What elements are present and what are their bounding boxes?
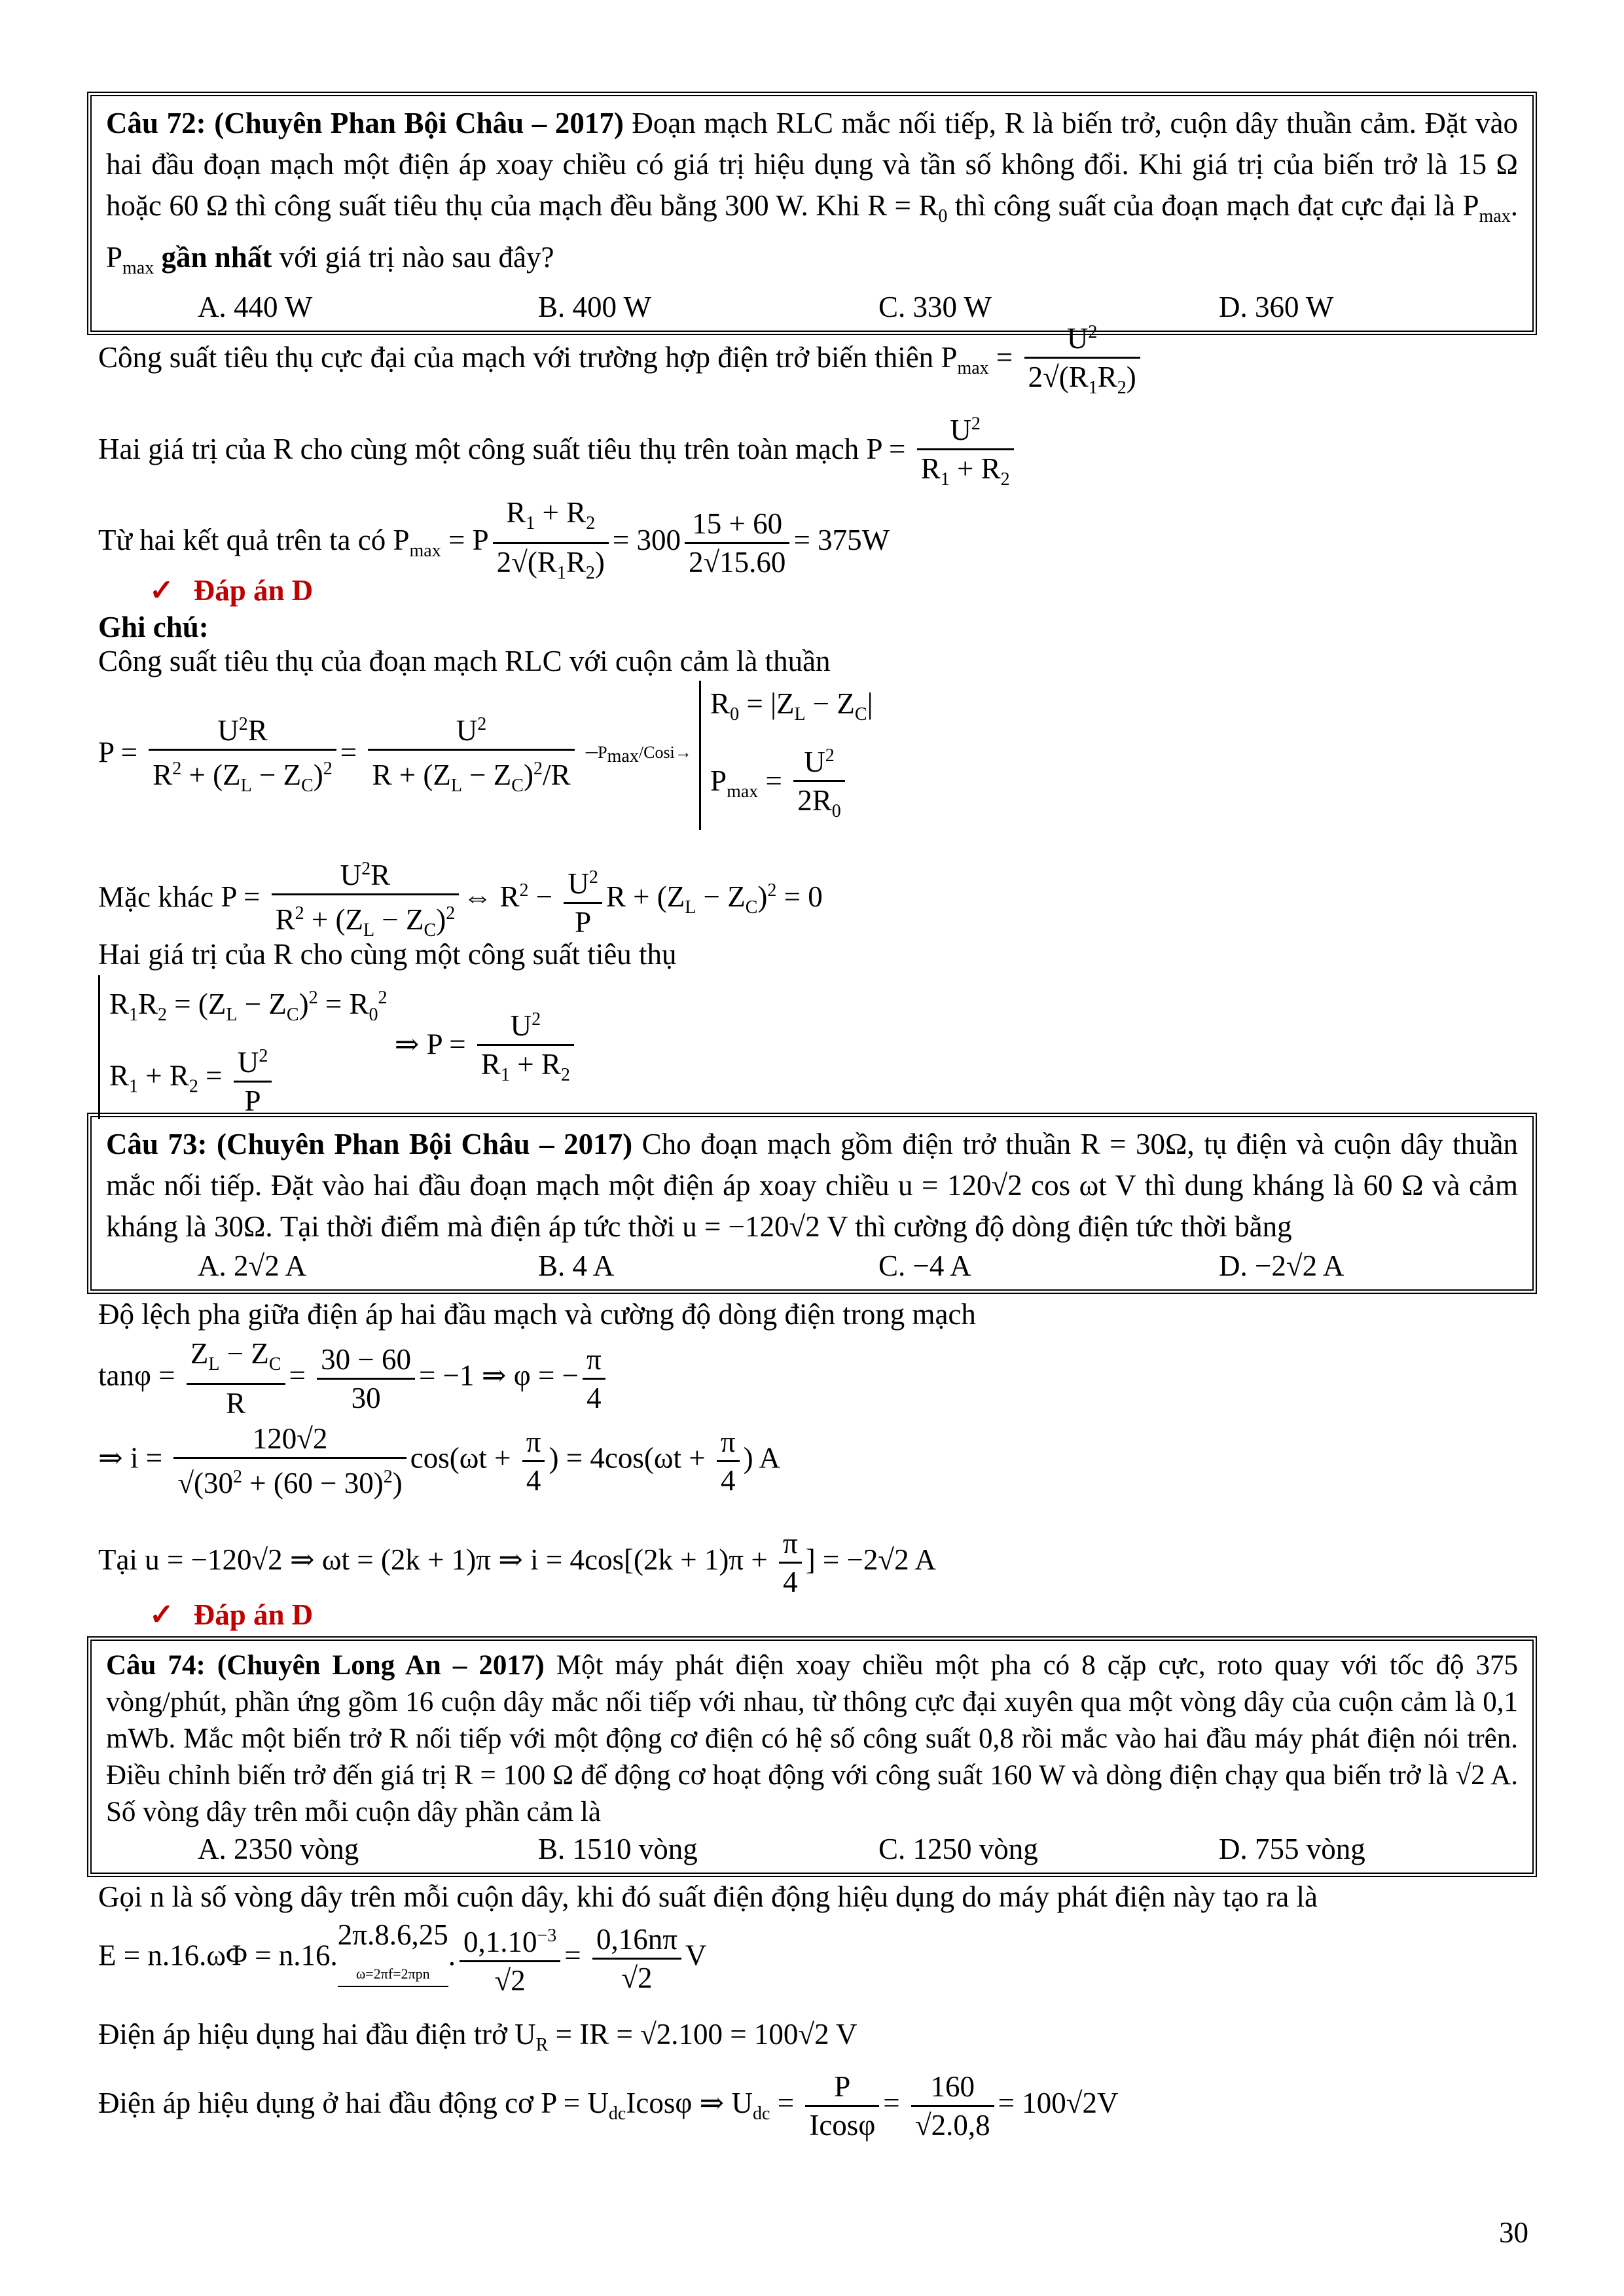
question-source: (Chuyên Phan Bội Châu – 2017) [214,107,624,139]
formula-pmax: $P_{max}$ = $\frac{U^2}{2√(R_1R_2)}$ [941,341,1144,374]
option-d: D. 360 W [1219,291,1334,323]
question-73-text: Câu 73: (Chuyên Phan Bội Châu – 2017) Cho đoạn mạch gồm điện trở thuần R = 30Ω, tụ điện và cuộn dây thuần mắc nối tiếp. Đặt vào hai đầu đoạn mạch một điện áp xoay chiều u = 120√2 cos ωt V thì dung kháng là 60 Ω và cảm kháng là 30Ω. Tại thời điểm mà điện áp tức thời u = −120√2 V thì cường độ dòng điện tức thời bằng [106,1128,1519,1243]
checkmark-icon: ✓ [149,1598,174,1631]
page-number: 30 [1499,2216,1528,2249]
note-line-1: Công suất tiêu thụ của đoạn mạch RLC với cuộn cảm là thuần [98,645,831,677]
answer-options [106,1831,1518,1867]
note-title: Ghi chú: [98,611,209,643]
solution-74-line-4: Điện áp hiệu dụng ở hai đầu động cơ $P = U_{dc}Icos\varphi$ ⇒ $U_{dc}$ = $\frac{P}{Icos\varphi}$ = $\frac{160}{√2.0,8}$ = 100√2V [98,2068,1118,2144]
solution-73-formula-2: ⇒ i = $\frac{120√2}{√(30^2 + (60 - 30)^2)}$ cos(ωt + $\frac{\pi}{4}$ ) = 4cos(ωt + $\frac{\pi}{4}$ ) A [98,1420,780,1501]
formula-result: $P_{max} = P$ $\frac{R_1 + R_2}{2√(R_1R_2)}$ = 300 $\frac{15 + 60}{2√15.60}$ = 375W [393,524,890,556]
note-formula-2: $R_1R_2 = (Z_L - Z_C)^2 = R_0^2$ $R_1 + R_2$ = $\frac{U^2}{P}$ ⇒ P = $\frac{U^2}{R_1 + R_2}$ [98,975,578,1119]
question-72-text: Câu 72: (Chuyên Phan Bội Châu – 2017) Đoạn mạch RLC mắc nối tiếp, R là biến trở, cuộn dây thuần cảm. Đặt vào hai đầu đoạn mạch một điện áp xoay chiều có giá trị hiệu dụng và tần số không đổi. Khi giá trị của biến trở là 15 Ω hoặc 60 Ω thì công suất tiêu thụ của mạch đều bằng 300 W. Khi $R = R_0$ thì công suất của đoạn mạch đạt cực đại là $P_{max}$. $P_{max}$ gần nhất với giá trị nào sau đây? [106,107,1518,278]
solution-73-formula-1: tanφ = $\frac{Z_L - Z_C}{R}$ = $\frac{30 - 60}{30}$ = −1 ⇒ φ = − $\frac{\pi}{4}$ [98,1335,609,1422]
question-73-box [87,1113,1537,1294]
solution-74-line-3: Điện áp hiệu dụng hai đầu điện trở $U_R$ = IR = √2.100 = 100√2 V [98,2018,857,2055]
option-d: D. −2√2 A [1219,1249,1344,1282]
formula-p: P = $\frac{U^2}{R_1 + R_2}$ [866,433,1017,465]
option-c: C. 1250 vòng [878,1833,1038,1865]
solution-72-line-1: Công suất tiêu thụ cực đại của mạch với trường hợp điện trở biến thiên $P_{max}$ = $\frac{U^2}{2√(R_1R_2)}$ [98,314,1144,406]
option-a: A. 440 W [198,291,313,323]
solution-73-line-4: Tại u = −120√2 ⇒ ωt = (2k + 1)π ⇒ i = 4cos[(2k + 1)π + $\frac{\pi}{4}$ ] = −2√2 A [98,1525,936,1600]
option-b: B. 400 W [538,291,651,323]
note-line-2: Mặc khác P = $\frac{U^2R}{R^2 + (Z_L - Z_C)^2}$ ⇔ $R^2$ − $\frac{U^2}{P}$ $R + (Z_L - Z_C)^2 = 0$ [98,851,823,949]
checkmark-icon: ✓ [149,574,174,607]
question-source: (Chuyên Phan Bội Châu – 2017) [217,1128,633,1160]
solution-74-line-1: Gọi n là số vòng dây trên mỗi cuộn dây, khi đó suất điện động hiệu dụng do máy phát điện này tạo ra là [98,1880,1318,1913]
solution-72-line-2: Hai giá trị của R cho cùng một công suất tiêu thụ trên toàn mạch P = $\frac{U^2}{R_1 + R_2}$ [98,406,1018,498]
question-source: (Chuyên Long An – 2017) [217,1650,545,1681]
option-c: C. 330 W [878,291,992,323]
note-line-3: Hai giá trị của R cho cùng một công suất tiêu thụ [98,938,677,971]
answer-72: ✓ Đáp án D [149,574,314,607]
answer-options [106,1247,1518,1284]
question-74-box [87,1636,1537,1877]
answer-73: ✓ Đáp án D [149,1598,314,1631]
question-72-box [87,92,1537,335]
question-74-text: Câu 74: (Chuyên Long An – 2017) Một máy phát điện xoay chiều một pha có 8 cặp cực, roto quay với tốc độ 375 vòng/phút, phần ứng gồm 16 cuộn dây mắc nối tiếp với nhau, từ thông cực đại xuyên qua một vòng dây của cuộn cảm là 0,1 mWb. Mắc một biến trở R nối tiếp với một động cơ điện có hệ số công suất 0,8 rồi mắc vào hai đầu máy phát điện nói trên. Điều chỉnh biến trở đến giá trị R = 100 Ω để động cơ hoạt động với công suất 160 W và dòng điện chạy qua biến trở là √2 A. Số vòng dây trên mỗi cuộn dây phần cảm là [106,1650,1519,1827]
question-label: Câu 73: [106,1128,208,1160]
option-b: B. 4 A [538,1249,615,1282]
option-a: A. 2√2 A [198,1249,306,1282]
question-label: Câu 72: [106,107,206,139]
solution-73-line-1: Độ lệch pha giữa điện áp hai đầu mạch và cường độ dòng điện trong mạch [98,1298,976,1331]
note-formula-1: P = $\frac{U^2R}{R^2 + (Z_L - Z_C)^2}$ = $\frac{U^2}{R + (Z_L - Z_C)^2/R}$ $─P_{max}/Cosi\to R_0 = |Z_L - Z_C|$ $P_{max}$ = $\frac{U^2}{2R_0}$ [98,681,873,830]
solution-72-line-3: Từ hai kết quả trên ta có $P_{max} = P$ $\frac{R_1 + R_2}{2√(R_1R_2)}$ = 300 $\frac{15 + 60}{2√15.60}$ = 375W [98,494,890,592]
solution-74-formula-1: E = n.16.ωΦ = n.16.2π.8.6,25 ω=2πf=2πpn. $\frac{0,1.10^{-3}}{√2}$ = $\frac{0,16n\pi}{√2}$ V [98,1918,706,1999]
option-a: A. 2350 vòng [198,1833,359,1865]
option-b: B. 1510 vòng [538,1833,698,1865]
option-d: D. 755 vòng [1219,1833,1365,1865]
option-c: C. −4 A [878,1249,971,1282]
question-label: Câu 74: [106,1650,206,1681]
